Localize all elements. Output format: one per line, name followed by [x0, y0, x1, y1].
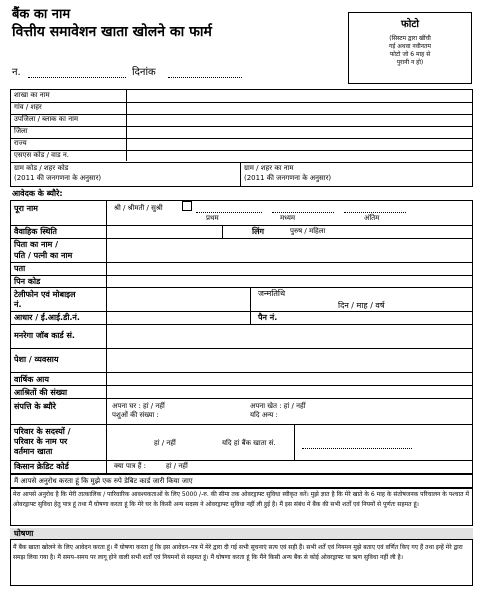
dob-label: जन्मतिथि — [258, 289, 286, 298]
census-note-left: (2011 की जनगणना के अनुसार) — [14, 174, 102, 182]
marital-label: वैवाहिक स्थिति — [14, 227, 57, 236]
date-field[interactable] — [168, 77, 242, 78]
photo-note-3: फोटो जो 6 माह से — [389, 51, 431, 58]
address-label: पता — [14, 264, 26, 273]
subdistrict-label: उपजिला / ब्लाक का नाम — [14, 115, 79, 123]
salutation-checkbox[interactable] — [182, 201, 192, 211]
number-field[interactable] — [28, 77, 126, 78]
own-farm-option[interactable]: अपना खेत : हां / नहीं — [250, 402, 306, 410]
branch-name-label: शाखा का नाम — [14, 91, 50, 99]
village-code-label: ग्राम कोड / शहर कोड — [14, 164, 69, 172]
date-label: दिनांक — [132, 67, 156, 78]
parent-label-1: पिता का नाम / — [14, 240, 59, 249]
photo-title: फोटो — [401, 19, 419, 30]
census-note-right: (2011 की जनगणना के अनुसार) — [244, 174, 332, 182]
overdraft-text: मेरा आपसे अनुरोध है कि मेरी तात्कालिक / पारिवारिक आवश्यकताओं के लिए 5000 /-रु. की सीमा तक ओवरड्राफ्ट सुविधा स्वीकृत करें। मुझे ज्ञात है कि मेरे खाते के 6 माह के संतोषजनक परिचालन के पश्चात में ओवरड्राफ्ट सुविधा हेतु पात्र हूं तथा मैं घोषणा करता हूं कि मेरे घर के किसी अन्य सदस्य ने ओवरड्राफ्ट सुविधा नहीं ली हुई है। मैं इस संबंध में बैंक की सभी शर्तों एवं नियमों से पूर्णतः सहमत हूं। — [13, 491, 470, 508]
pincode-label: पिन कोड — [14, 277, 41, 286]
assets-label: संपत्ति के ब्यौरे — [14, 402, 56, 411]
livestock-label: पशुओं की संख्या : — [112, 411, 159, 419]
bank-name-label: बैंक का नाम — [12, 7, 71, 22]
pan-label: पैन नं. — [258, 313, 278, 322]
phone-label-1: टेलीफोन एवं मोबाइल — [14, 290, 76, 299]
village-city-label: गांव / शहर — [14, 103, 42, 111]
photo-note-2: गई अथवा नवीनतम — [388, 43, 431, 50]
declaration-header — [10, 528, 473, 540]
form-title: वित्तीय समावेशन खाता खोलने का फार्म — [12, 24, 212, 40]
declaration-title: घोषणा — [14, 529, 34, 538]
family-yes-no[interactable]: हां / नहीं — [154, 439, 176, 447]
photo-note-1: (सिस्टम द्वारा खींची — [389, 35, 431, 42]
last-name-label: अंतिम — [364, 214, 380, 222]
own-house-option[interactable]: अपना घर : हां / नहीं — [112, 402, 165, 410]
gender-label: लिंग — [252, 227, 264, 236]
kcc-label: किसान क्रेडिट कोर्ड — [14, 462, 69, 471]
rupay-request-text: मैं आपसे अनुरोध करता हूं कि मुझे एक रुपे डेबिट कार्ड जारी किया जाए — [14, 477, 193, 485]
kcc-yes-no[interactable]: हां / नहीं — [166, 462, 188, 470]
district-label: जिला — [14, 127, 28, 135]
ssa-code-label: एसएस कोड / वाड न. — [14, 151, 69, 159]
village-name-label: ग्राम / शहर का नाम — [244, 164, 294, 172]
last-name-field[interactable] — [344, 212, 406, 213]
kcc-eligible-label: क्या पात्र हैं : — [114, 462, 147, 470]
number-label: न. — [12, 67, 21, 78]
full-name-label: पूरा नाम — [14, 204, 38, 213]
middle-name-label: मध्यम — [280, 214, 296, 222]
family-label-3: वर्तमान खाता — [14, 447, 53, 456]
parent-label-2: पति / पत्नी का नाम — [14, 251, 73, 260]
applicant-table — [10, 200, 473, 474]
declaration-text: मैं बैंक खाता खोलने के लिए आवेदन करता हूं। मैं घोषणा करता हूं कि इस आवेदन–पत्र में मेरे द्वारा दी गई सभी सूचनाएं सत्य एवं सही हैं। सभी शर्तें एवं नियमन मुझे बताए एवं वर्णित किए गए हैं तथा इन्हें मेरे द्वारा समझ लिया गया है। मैं समय–समय पर लागू होने वाली सभी शर्तों एवं नियमनों से सहमत हूं। मैं घोषणा करता हूं कि मैंने किसी अन्य बैंक से कोई ओवरड्राफ्ट या ऋण सुविधा नहीं ली है। — [13, 544, 463, 561]
aadhaar-label: आधार / ई.आई.डी.नं. — [14, 313, 80, 322]
occupation-label: पेशा / व्यवसाय — [14, 355, 59, 364]
dob-format: दिन / माह / वर्ष — [338, 301, 385, 310]
first-name-label: प्रथम — [206, 214, 219, 222]
gender-options[interactable]: पुरुष / महिला — [290, 227, 326, 235]
bank-account-label: यदि हां बैंक खाता सं. — [222, 439, 276, 447]
others-label: यदि अन्य : — [250, 411, 278, 419]
family-label-1: परिवार के सदस्यों / — [14, 427, 71, 436]
photo-note-4: पुरानी न हो) — [396, 59, 424, 66]
mnrega-label: मनरेगा जॉब कार्ड सं. — [14, 331, 75, 340]
income-label: वार्षिक आय — [14, 375, 49, 384]
salutation-label: श्री / श्रीमती / सुश्री — [114, 204, 163, 212]
first-name-field[interactable] — [196, 212, 262, 213]
middle-name-field[interactable] — [272, 212, 334, 213]
state-label: राज्य — [14, 139, 27, 147]
dependents-label: आश्रितों की संख्या — [14, 388, 68, 397]
applicant-section-title: आवेदक के ब्यौरे: — [12, 189, 63, 198]
family-label-2: परिवार के नाम पर — [14, 437, 68, 446]
bank-account-field[interactable] — [302, 448, 412, 449]
phone-label-2: नं. — [14, 300, 22, 309]
